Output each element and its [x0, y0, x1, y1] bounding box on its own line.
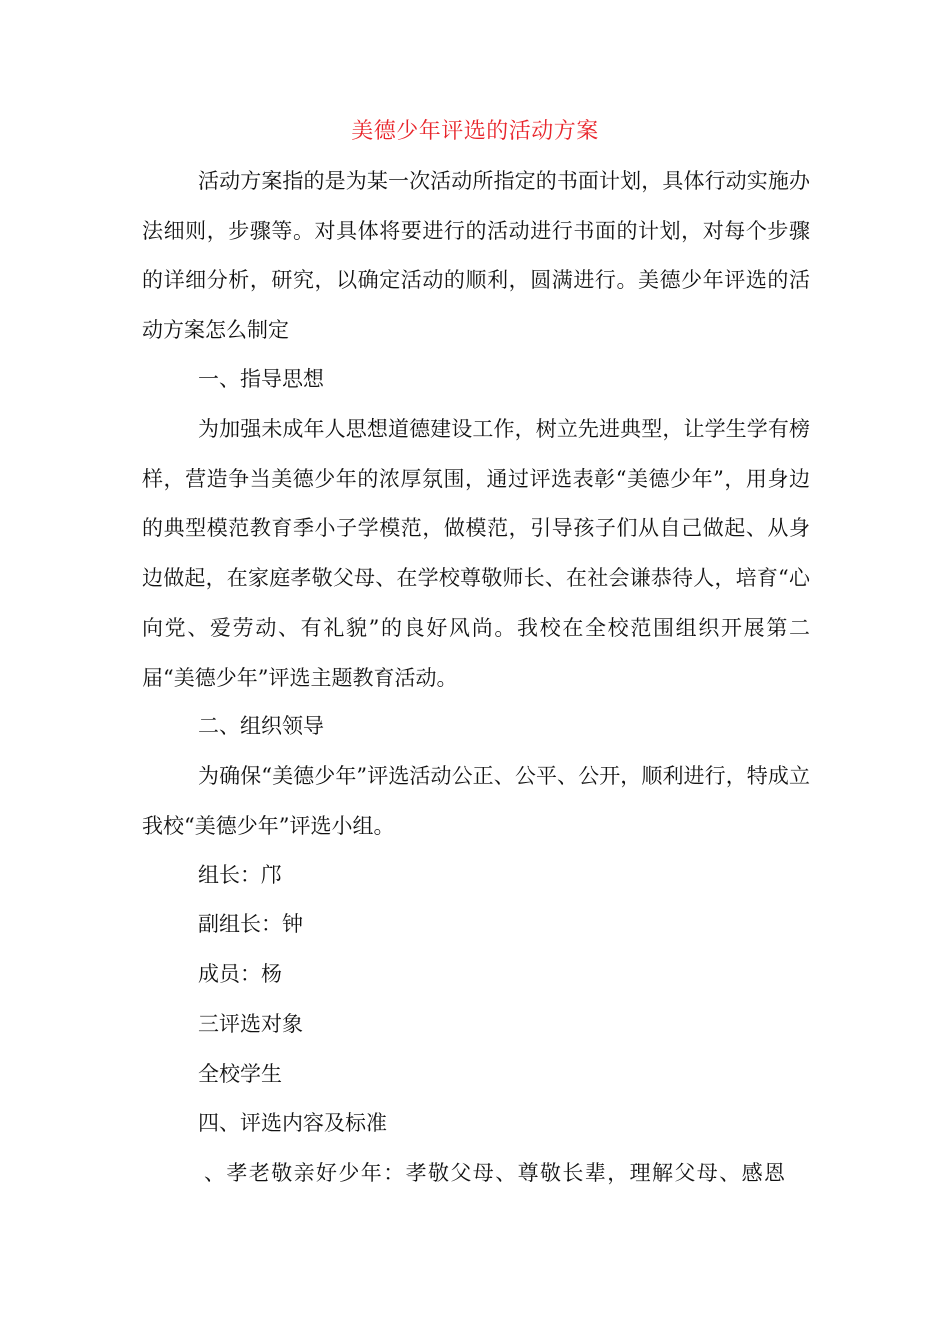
- leader-line: 组长：邝: [198, 863, 282, 887]
- intro-paragraph: 活动方案指的是为某一次活动所指定的书面计划，具体行动实施办法细则，步骤等。对具体将要进行的活动进行书面的计划，对每个步骤的详细分析，研究，以确定活动的顺利，圆满进行。美德少年评选的活动方案怎么制定: [142, 169, 810, 343]
- section-heading-criteria: 四、评选内容及标准: [198, 1111, 387, 1135]
- candidates-line: 全校学生: [198, 1062, 282, 1086]
- section-heading-organization: 二、组织领导: [198, 714, 324, 738]
- members-line: 成员：杨: [198, 962, 282, 986]
- criteria-item-filial-piety: 、孝老敬亲好少年：孝敬父母、尊敬长辈，理解父母、感恩: [204, 1161, 787, 1185]
- deputy-leader-line: 副组长：钟: [198, 912, 303, 936]
- section-heading-guiding-ideology: 一、指导思想: [198, 367, 324, 391]
- section-heading-candidates: 三评选对象: [198, 1012, 303, 1036]
- guiding-ideology-paragraph: 为加强未成年人思想道德建设工作，树立先进典型，让学生学有榜样，营造争当美德少年的浓厚氛围，通过评选表彰“美德少年”，用身边的典型模范教育季小子学模范，做模范，引导孩子们从自己做起、从身边做起，在家庭孝敬父母、在学校尊敬师长、在社会谦恭待人，培育“心向党、爱劳动、有礼貌”的良好风尚。我校在全校范围组织开展第二届“美德少年”评选主题教育活动。: [142, 417, 810, 690]
- organization-paragraph: 为确保“美德少年”评选活动公正、公平、公开，顺利进行，特成立我校“美德少年”评选小组。: [142, 764, 810, 838]
- document-title: 美德少年评选的活动方案: [351, 119, 599, 144]
